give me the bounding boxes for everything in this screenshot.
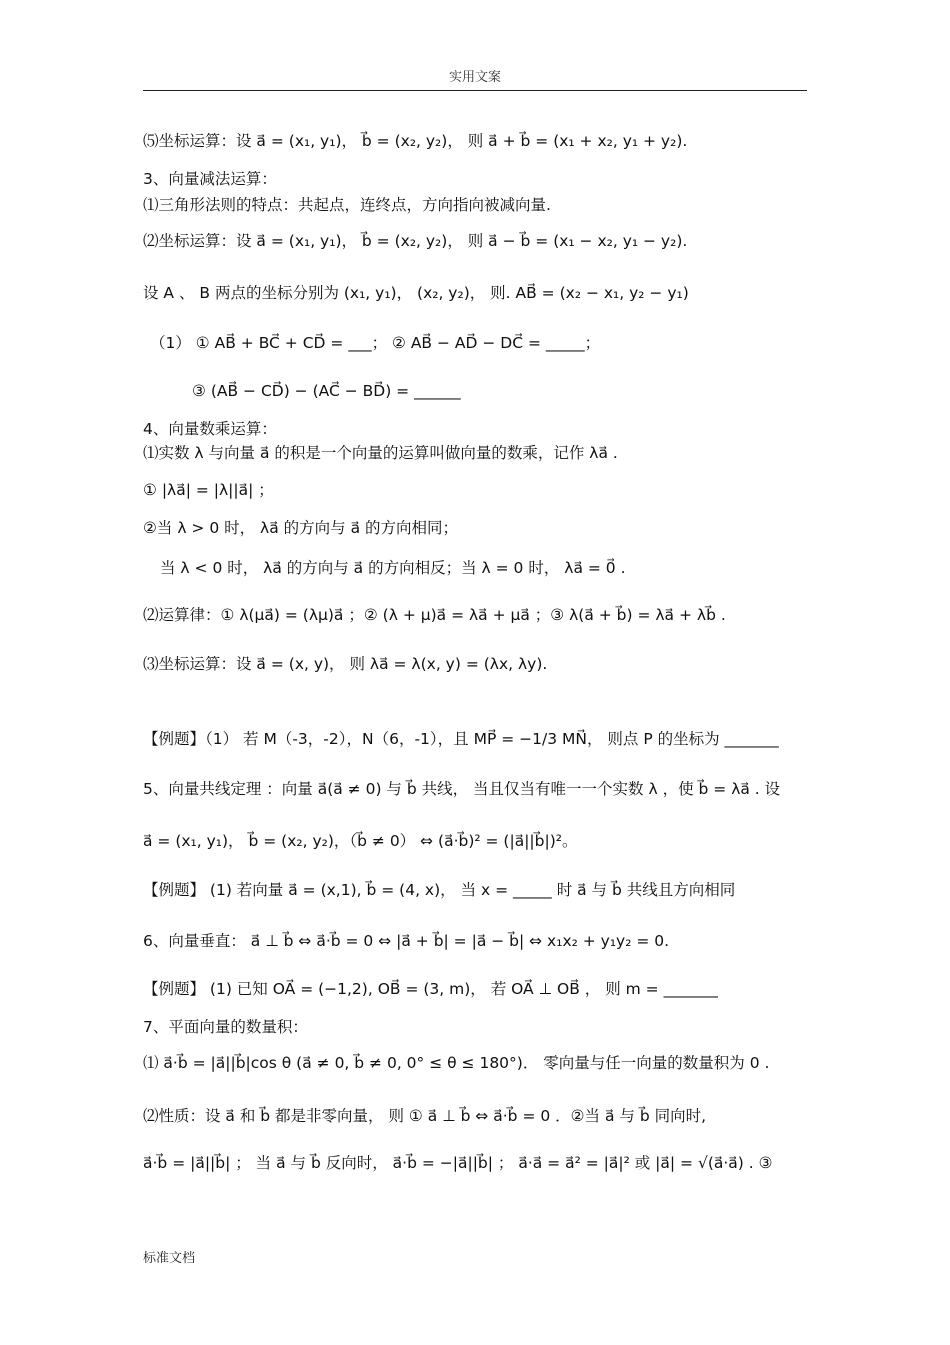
example-line: 【例题】 (1) 若向量 a⃗ = (x,1), b⃗ = (4, x)， 当 x = _____ 时 a⃗ 与 b⃗ 共线且方向相同 [143, 881, 736, 899]
text-line: ⑴实数 λ 与向量 a⃗ 的积是一个向量的运算叫做向量的数乘，记作 λa⃗ . [143, 444, 618, 462]
text-line: ⑵坐标运算：设 a⃗ = (x₁, y₁)， b⃗ = (x₂, y₂)， 则 a⃗ − b⃗ = (x₁ − x₂, y₁ − y₂). [143, 232, 688, 250]
text-line: a⃗ = (x₁, y₁)， b⃗ = (x₂, y₂)，（b⃗ ≠ 0） ⇔ (a⃗·b⃗)² = (|a⃗||b⃗|)²。 [143, 832, 578, 850]
exercise-line: （1） ① AB⃗ + BC⃗ + CD⃗ = ___； ② AB⃗ − AD⃗ − DC⃗ = _____； [150, 334, 601, 352]
example-line: 【例题】 (1) 已知 OA⃗ = (−1,2), OB⃗ = (3, m)， 若 OA⃗ ⊥ OB⃗ ， 则 m = _______ [143, 980, 718, 998]
section-heading: 3、向量减法运算： [143, 170, 277, 188]
text-line: ⑸坐标运算：设 a⃗ = (x₁, y₁)， b⃗ = (x₂, y₂)， 则 a⃗ + b⃗ = (x₁ + x₂, y₁ + y₂). [143, 132, 688, 150]
text-line: ⑵性质：设 a⃗ 和 b⃗ 都是非零向量， 则 ① a⃗ ⊥ b⃗ ⇔ a⃗·b⃗ = 0 ．②当 a⃗ 与 b⃗ 同向时, [143, 1107, 707, 1125]
exercise-line: ③ (AB⃗ − CD⃗) − (AC⃗ − BD⃗) = ______ [192, 382, 461, 400]
header-rule [143, 90, 807, 91]
text-line: 设 A 、 B 两点的坐标分别为 (x₁, y₁)， (x₂, y₂)， 则. AB⃗ = (x₂ − x₁, y₂ − y₁) [143, 284, 689, 302]
text-line: ②当 λ > 0 时， λa⃗ 的方向与 a⃗ 的方向相同； [143, 519, 459, 537]
text-line: ① |λa⃗| = |λ||a⃗| ； [143, 481, 274, 499]
text-line: ⑶坐标运算：设 a⃗ = (x, y)， 则 λa⃗ = λ(x, y) = (λx, λy). [143, 655, 548, 673]
section-heading: 7、平面向量的数量积： [143, 1018, 308, 1036]
page-footer: 标准文档 [143, 1251, 196, 1266]
page-header: 实用文案 [448, 70, 501, 85]
section-heading: 4、向量数乘运算： [143, 420, 277, 438]
example-line: 【例题】（1） 若 M（-3，-2），N（6，-1），且 MP⃗ = −1/3 MN⃗， 则点 P 的坐标为 _______ [143, 730, 779, 748]
text-line: a⃗·b⃗ = |a⃗||b⃗| ； 当 a⃗ 与 b⃗ 反向时， a⃗·b⃗ = −|a⃗||b⃗| ； a⃗·a⃗ = a⃗² = |a⃗|² 或 |a⃗| = √(a⃗·a⃗) . ③ [143, 1154, 773, 1172]
section-heading: 5、向量共线定理 ：向量 a⃗(a⃗ ≠ 0) 与 b⃗ 共线， 当且仅当有唯一一个实数 λ ，使 b⃗ = λa⃗ . 设 [143, 780, 781, 798]
text-line: ⑴三角形法则的特点：共起点，连终点，方向指向被减向量. [143, 196, 551, 214]
text-line: 当 λ < 0 时， λa⃗ 的方向与 a⃗ 的方向相反；当 λ = 0 时， λa⃗ = 0⃗ . [160, 559, 626, 577]
text-line: ⑵运算律：① λ(μa⃗) = (λμ)a⃗ ；② (λ + μ)a⃗ = λa⃗ + μa⃗ ；③ λ(a⃗ + b⃗) = λa⃗ + λb⃗ . [143, 606, 726, 624]
text-line: ⑴ a⃗·b⃗ = |a⃗||b⃗|cos θ (a⃗ ≠ 0, b⃗ ≠ 0, 0° ≤ θ ≤ 180°)． 零向量与任一向量的数量积为 0 . [143, 1054, 770, 1072]
section-heading: 6、向量垂直： a⃗ ⊥ b⃗ ⇔ a⃗·b⃗ = 0 ⇔ |a⃗ + b⃗| = |a⃗ − b⃗| ⇔ x₁x₂ + y₁y₂ = 0. [143, 932, 670, 950]
